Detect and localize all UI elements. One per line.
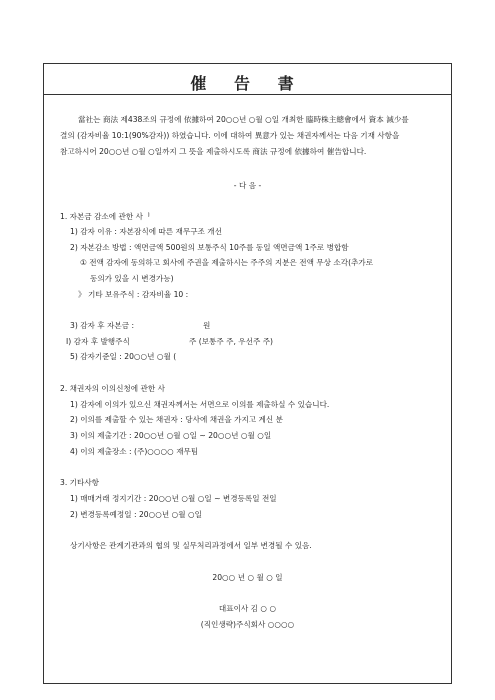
section1-item-5: 5) 감자기준일 : 20○○년 ○월 ( bbox=[70, 352, 177, 361]
section1-item-1: 1) 감자 이유 : 자본잠식에 따른 재무구조 개선 bbox=[70, 227, 222, 236]
section1-item-4-label: I) 감자 후 발행주식 bbox=[66, 337, 130, 346]
section1-item-2a-line2: 동의가 있을 시 변경가능) bbox=[90, 274, 174, 283]
section3-item-2: 2) 변경등록예정일 : 20○○년 ○월 ○일 bbox=[70, 510, 202, 519]
section-divider: - 다 음 - bbox=[233, 181, 262, 190]
section2-item-4: 4) 이의 제출장소 : (주)○○○○ 재무팀 bbox=[70, 447, 199, 456]
intro-line-3: 참고하시어 20○○년 ○월 ○일까지 그 뜻을 제출하시도록 商法 규정에 依據하여 催告합니다. bbox=[60, 147, 367, 156]
section2-item-2: 2) 이의를 제출할 수 있는 채권자 : 당사에 채권을 가지고 계신 분 bbox=[70, 415, 283, 424]
section1-item-2b: 》 기타 보유주식 : 감자비율 10 : bbox=[78, 290, 189, 299]
section3-item-1: 1) 매매거래 정지기간 : 20○○년 ○월 ○일 ~ 변경등록일 전일 bbox=[70, 494, 277, 503]
section2-item-3: 3) 이의 제출기간 : 20○○년 ○월 ○일 ~ 20○○년 ○월 ○일 bbox=[70, 431, 272, 440]
section1-item-3-label: 3) 감자 후 자본금 : bbox=[70, 321, 135, 330]
intro-line-2: 결의 (감자비율 10:1(90%감자)) 하였습니다. 이에 대하여 異意가 있는 채권자께서는 다음 기재 사항을 bbox=[60, 131, 400, 140]
section1-item-3-unit: 원 bbox=[203, 321, 211, 330]
section2-item-1: 1) 감자에 이의가 있으신 채권자께서는 서면으로 이의를 제출하실 수 있습니다. bbox=[70, 400, 330, 409]
representative-signature: 대표이사 김 ○ ○ bbox=[218, 604, 277, 613]
notice-note: 상기사항은 관계기관과의 협의 및 실무처리과정에서 일부 변경될 수 있음. bbox=[70, 541, 312, 550]
section1-item-2: 2) 자본감소 방법 : 액면금액 500원의 보통주식 10주를 동일 액면금액 1주로 병합함 bbox=[70, 243, 349, 252]
section2-heading: 2. 채권자의 이의신청에 관한 사 bbox=[60, 384, 165, 393]
section1-item-2a-line1: ① 전액 감자에 동의하고 회사에 주권을 제출하시는 주주의 지분은 전액 무상 소각(추가로 bbox=[80, 258, 374, 267]
company-name: (직인생략)주식회사 ○○○○ bbox=[200, 620, 295, 629]
section3-heading: 3. 기타사항 bbox=[60, 478, 100, 487]
intro-line-1: 當社는 商法 제438조의 규정에 依據하여 20○○년 ○월 ○일 개최한 臨時株主總會에서 資本 減少를 bbox=[78, 115, 409, 124]
title-divider bbox=[43, 94, 452, 95]
issue-date: 20○○ 년 ○ 월 ○ 일 bbox=[212, 573, 283, 582]
section1-item-4-detail: 주 (보통주 주, 우선주 주) bbox=[189, 337, 274, 346]
section1-heading: 1. 자본금 감소에 관한 사ᅵ bbox=[60, 212, 151, 221]
document-title: 催 告 書 bbox=[190, 74, 305, 93]
